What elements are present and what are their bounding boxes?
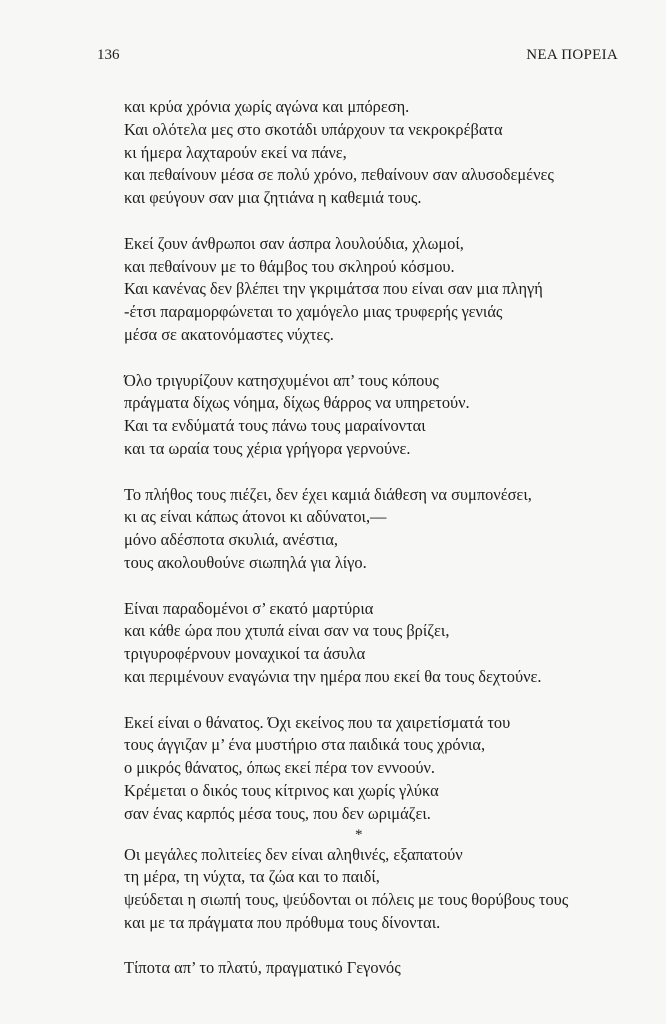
verse-line: -έτσι παραμορφώνεται το χαμόγελο μιας τρυφερής γενιάς bbox=[124, 302, 503, 322]
verse-line: ο μικρός θάνατος, όπως εκεί πέρα τον εννοούν. bbox=[124, 758, 436, 778]
verse-line: Εκεί είναι ο θάνατος. Όχι εκείνος που τα χαιρετίσματά του bbox=[124, 712, 511, 732]
verse-line: τη μέρα, τη νύχτα, τα ζώα και το παιδί, bbox=[124, 867, 380, 887]
verse-line: τους ακολουθούνε σιωπηλά για λίγο. bbox=[124, 552, 367, 572]
verse-line: κι ήμερα λαχταρούν εκεί να πάνε, bbox=[124, 142, 347, 162]
verse-line: και περιμένουν εναγώνια την ημέρα που εκεί θα τους δεχτούνε. bbox=[124, 666, 542, 686]
verse-line: Τίποτα απ’ το πλατύ, πραγματικό Γεγονός bbox=[124, 958, 401, 978]
stanza bbox=[124, 233, 634, 347]
verse-line: και με τα πράγματα που πρόθυμα τους δίνονται. bbox=[124, 912, 441, 932]
verse-line: Είναι παραδομένοι σ’ εκατό μαρτύρια bbox=[124, 598, 374, 618]
stanza bbox=[124, 844, 634, 935]
verse-line: σαν ένας καρπός μέσα τους, που δεν ωριμάζει. bbox=[124, 803, 431, 823]
verse-line: και πεθαίνουν με το θάμβος του σκληρού κόσμου. bbox=[124, 256, 455, 276]
verse-line: Εκεί ζουν άνθρωποι σαν άσπρα λουλούδια, χλωμοί, bbox=[124, 233, 464, 253]
verse-line: μόνο αδέσποτα σκυλιά, ανέστια, bbox=[124, 530, 339, 550]
verse-line: Όλο τριγυρίζουν κατησχυμένοι απ’ τους κόπους bbox=[124, 370, 439, 390]
stanza bbox=[124, 484, 634, 575]
verse-line: Και ολότελα μες στο σκοτάδι υπάρχουν τα νεκροκρέβατα bbox=[124, 119, 503, 139]
verse-line: και κάθε ώρα που χτυπά είναι σαν να τους βρίζει, bbox=[124, 621, 450, 641]
stanza bbox=[124, 96, 634, 210]
verse-line: τριγυροφέρνουν μοναχικοί τα άσυλα bbox=[124, 644, 366, 664]
verse-line: Οι μεγάλες πολιτείες δεν είναι αληθινές, εξαπατούν bbox=[124, 844, 463, 864]
verse-line: κι ας είναι κάπως άτονοι κι αδύνατοι,— bbox=[124, 507, 387, 527]
verse-line: Και κανένας δεν βλέπει την γκριμάτσα που είναι σαν μια πληγή bbox=[124, 279, 543, 299]
verse-line: τους άγγιζαν μ’ ένα μυστήριο στα παιδικά τους χρόνια, bbox=[124, 735, 486, 755]
verse-line: ψεύδεται η σιωπή τους, ψεύδονται οι πόλεις με τους θορύβους τους bbox=[124, 890, 569, 910]
section-separator: * bbox=[355, 826, 363, 843]
stanza bbox=[124, 957, 634, 980]
stanza bbox=[124, 712, 634, 826]
verse-line: και τα ωραία τους χέρια γρήγορα γερνούνε. bbox=[124, 438, 411, 458]
verse-line: μέσα σε ακατονόμαστες νύχτες. bbox=[124, 324, 334, 344]
running-title: ΝΕΑ ΠΟΡΕΙΑ bbox=[526, 47, 618, 63]
verse-line: Και τα ενδύματά τους πάνω τους μαραίνονται bbox=[124, 416, 426, 436]
poem-body bbox=[124, 96, 634, 980]
verse-line: και κρύα χρόνια χωρίς αγώνα και μπόρεση. bbox=[124, 97, 410, 116]
stanza bbox=[124, 598, 634, 689]
stanza bbox=[124, 370, 634, 461]
page-number: 136 bbox=[97, 47, 120, 63]
verse-line: και πεθαίνουν μέσα σε πολύ χρόνο, πεθαίνουν σαν αλυσοδεμένες bbox=[124, 165, 554, 185]
verse-line: και φεύγουν σαν μια ζητιάνα η καθεμιά τους. bbox=[124, 188, 422, 208]
verse-line: πράγματα δίχως νόημα, δίχως θάρρος να υπηρετούν. bbox=[124, 393, 470, 413]
verse-line: Το πλήθος τους πιέζει, δεν έχει καμιά διάθεση να συμπονέσει, bbox=[124, 484, 532, 504]
verse-line: Κρέμεται ο δικός τους κίτρινος και χωρίς γλύκα bbox=[124, 780, 439, 800]
